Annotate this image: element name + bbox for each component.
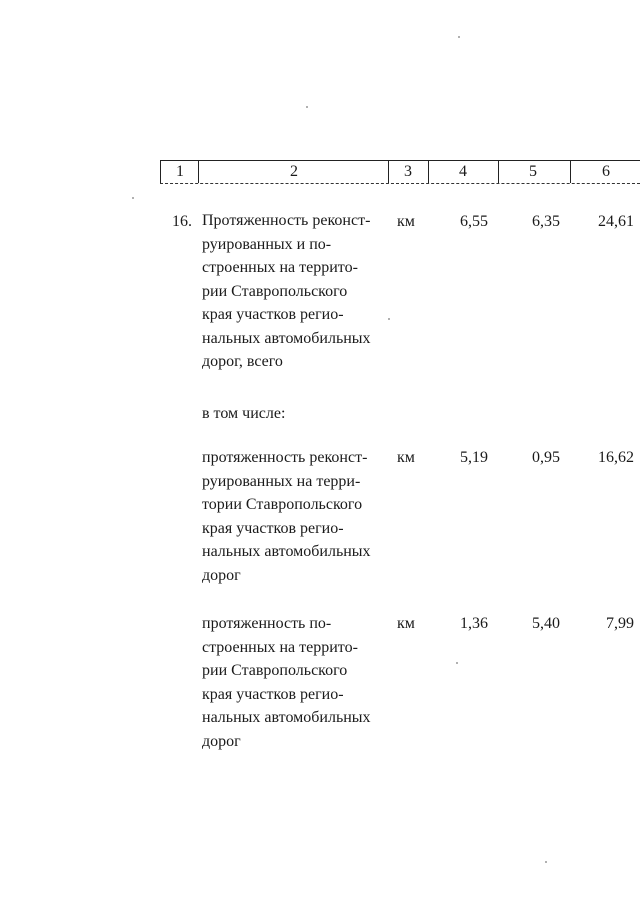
title-line: протяженность по- [202, 615, 332, 632]
column-divider [498, 161, 499, 183]
scan-speck [458, 36, 460, 38]
title-line: нальных автомобильных [202, 709, 371, 726]
value-col-4: 5,19 [460, 449, 488, 466]
unit-label: км [397, 213, 415, 230]
title-line: дорог [202, 732, 241, 750]
title-line: края участков регио- [202, 306, 344, 323]
title-line: нальных автомобильных [202, 329, 371, 347]
column-number-header [160, 160, 640, 184]
column-number-1: 1 [176, 163, 184, 180]
value-col-4: 6,55 [460, 213, 488, 230]
column-number-3: 3 [404, 163, 412, 180]
row-number: 16. [172, 213, 192, 230]
column-divider [198, 161, 199, 183]
column-number-6: 6 [602, 163, 610, 180]
value-col-6: 7,99 [606, 615, 634, 632]
title-line: протяженность реконст- [202, 449, 368, 466]
title-line: края участков регио- [202, 519, 344, 537]
value-col-6: 24,61 [598, 213, 634, 230]
scan-speck [132, 197, 134, 199]
title-line: тории Ставропольского [202, 496, 363, 513]
column-divider [570, 161, 571, 183]
value-col-5: 6,35 [532, 213, 560, 230]
title-line: строенных на террито- [202, 638, 358, 656]
including-label: в том числе: [202, 405, 286, 422]
column-divider [160, 161, 161, 183]
subrow-built-title [202, 612, 380, 753]
title-line: рии Ставропольского [202, 282, 348, 300]
title-line: нальных автомобильных [202, 543, 371, 560]
unit-label: км [397, 449, 415, 466]
scan-speck [456, 662, 458, 664]
title-line: дорог, всего [202, 353, 283, 370]
column-number-2: 2 [290, 163, 298, 180]
title-line: руированных на терри- [202, 472, 361, 490]
column-number-5: 5 [529, 163, 537, 180]
title-line: Протяженность реконст- [202, 212, 371, 229]
indicator-title [202, 209, 380, 374]
column-number-4: 4 [459, 163, 467, 180]
subrow-reconstructed-title [202, 446, 380, 587]
value-col-4: 1,36 [460, 615, 488, 632]
title-line: рии Ставропольского [202, 662, 348, 679]
scan-speck [388, 318, 390, 320]
column-divider [388, 161, 389, 183]
title-line: дорог [202, 566, 241, 584]
title-line: строенных на террито- [202, 259, 358, 276]
scan-speck [306, 106, 308, 108]
column-divider [428, 161, 429, 183]
value-col-5: 0,95 [532, 449, 560, 466]
title-line: края участков регио- [202, 685, 344, 703]
title-line: руированных и по- [202, 235, 332, 253]
unit-label: км [397, 615, 415, 632]
scan-speck [545, 861, 547, 863]
value-col-5: 5,40 [532, 615, 560, 632]
value-col-6: 16,62 [598, 449, 634, 466]
